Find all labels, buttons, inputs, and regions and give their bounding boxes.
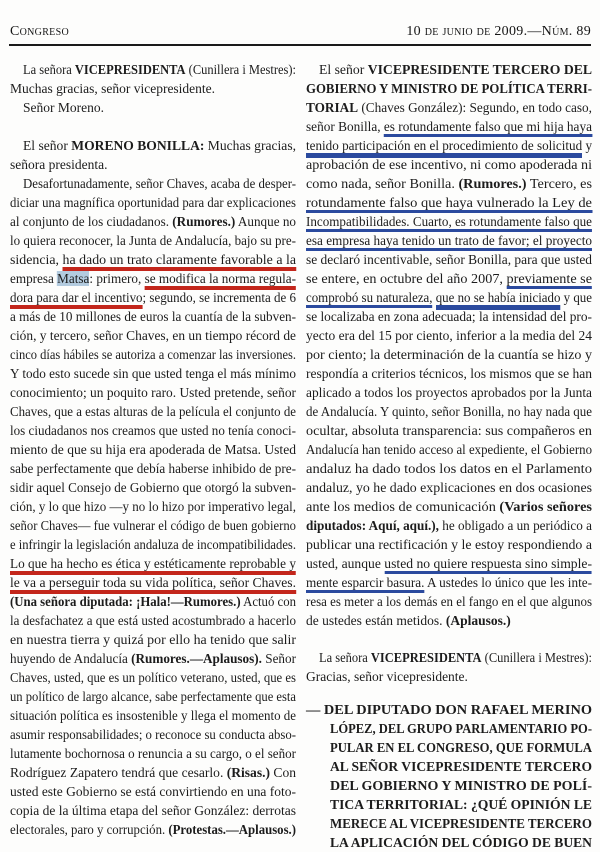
header-rule	[9, 44, 591, 46]
bold-text-run: PULAR EN EL CONGRESO, QUE FORMULA	[330, 740, 592, 755]
blue-underlined-text: esa empresa haya tenido un trato de favor; el proyecto	[306, 233, 592, 251]
text-run: Andalucía han tenido acceso al expediente, el Gobierno	[306, 442, 592, 457]
text-run: La señora	[23, 62, 75, 77]
text-line	[306, 402, 592, 421]
paragraph-gap	[10, 117, 296, 136]
text-run: asumir responsabilidades; o reconoce su conducta abso-	[10, 727, 296, 742]
text-line	[10, 554, 296, 573]
header-congreso: Congreso	[10, 24, 69, 39]
text-run: Y todo esto sucede sin que usted tenga el más mínimo	[10, 366, 296, 381]
text-run: lo quiera reconocer, la Junta de Andalucía, bajo su pre-	[10, 233, 296, 248]
text-run: señor Bonilla,	[306, 119, 384, 134]
text-line	[306, 516, 592, 535]
bold-text-run: VICEPRESIDENTE TERCERO DEL	[367, 62, 592, 77]
paragraph-gap	[306, 630, 592, 648]
text-line	[306, 326, 592, 345]
text-line	[10, 440, 296, 459]
text-line	[306, 231, 592, 250]
text-run: de Andalucía. Y quinto, señor Bonilla, no hay nada que	[306, 404, 592, 419]
text-line	[10, 155, 296, 174]
text-run: al conjunto de los ciudadanos.	[10, 214, 173, 229]
bold-text-run: LÓPEZ, DEL GRUPO PARLAMENTARIO PO-	[330, 721, 592, 736]
text-line	[306, 700, 592, 719]
text-run: la desfachatez a que está usted acostumbrado a hacerlo	[10, 613, 296, 628]
text-run: A ustedes lo único que les inte-	[424, 575, 592, 590]
text-line	[306, 814, 592, 833]
text-line	[10, 60, 296, 79]
text-line	[10, 288, 296, 307]
red-underlined-text: dora para dar el incentivo	[10, 290, 143, 309]
thick-blue-underlined-text: tenido participación en el procedimiento de solicitud	[306, 138, 582, 158]
text-run: y	[582, 138, 592, 153]
text-line	[306, 155, 592, 174]
bold-text-run: TICA TERRITORIAL: ¿QUÉ OPINIÓN LE	[330, 797, 592, 812]
text-run: se entere, en octubre del año 2007,	[306, 271, 507, 286]
text-run: huyendo de Andalucía	[10, 651, 132, 666]
text-line	[306, 611, 592, 630]
text-run: electorales, paro y corrupción.	[10, 822, 169, 837]
text-line	[10, 307, 296, 326]
text-line	[306, 478, 592, 497]
text-run: (Cunillera i Mestres):	[481, 650, 592, 665]
text-line	[306, 776, 592, 795]
text-line	[306, 421, 592, 440]
text-run: se declaró incentivable, señor Bonilla, para que usted	[306, 252, 592, 267]
text-run: El señor	[319, 62, 368, 77]
text-line	[306, 573, 592, 592]
text-line	[10, 402, 296, 421]
text-line	[10, 497, 296, 516]
text-run: ante los medios de comunicación	[306, 499, 500, 514]
text-run: un político de largo alcance, sabe perfectamente que esta	[10, 689, 296, 704]
text-line	[306, 554, 592, 573]
text-run: por ciento; la determinación de la cuantía se hizo y	[306, 347, 592, 362]
text-line	[10, 782, 296, 801]
right-column	[306, 60, 592, 852]
text-run: miento de que su hija era apoderada de Matsa. Usted	[10, 442, 296, 457]
text-run: Señor	[261, 651, 296, 666]
text-run: empresa	[10, 271, 58, 286]
text-line	[306, 60, 592, 79]
text-run: ocultar, absoluta transparencia: sus compañeros en	[306, 423, 592, 438]
text-run: andaluz ha dado todos los datos en el Parlamento	[306, 461, 592, 476]
text-run: conocimiento; un poquito raro. Usted pretende, señor	[10, 385, 296, 400]
red-underlined-text: se modifica la norma regula-	[145, 271, 296, 290]
text-line	[10, 98, 296, 117]
text-line	[10, 535, 296, 554]
red-underlined-text: Lo que ha hecho es ética y estéticamente reprobable y	[10, 556, 296, 575]
text-run: los ciudadanos nos creamos que usted no tenía conoci-	[10, 423, 296, 438]
text-line	[10, 573, 296, 592]
blue-underlined-text: mente esparcir basura.	[306, 575, 424, 593]
blue-underlined-text: es rotundamente falso que mi hija haya	[384, 119, 592, 137]
text-run: Gracias, señor vicepresidente.	[306, 669, 468, 684]
text-line	[306, 719, 592, 738]
bold-text-run: (Varios señores	[499, 499, 592, 514]
text-line	[306, 648, 592, 667]
text-run: (Cunillera i Mestres):	[185, 62, 296, 77]
text-line	[306, 174, 592, 193]
text-line	[306, 307, 592, 326]
text-run: Chaves, usted, que es un político veterano, usted, que es	[10, 670, 296, 685]
text-line	[306, 117, 592, 136]
bold-text-run: AL SEÑOR VICEPRESIDENTE TERCERO	[330, 759, 592, 774]
text-line	[10, 763, 296, 782]
text-line	[10, 459, 296, 478]
text-line	[10, 801, 296, 820]
text-line	[10, 174, 296, 193]
thick-blue-underlined-text: que no se había iniciado	[436, 290, 561, 310]
text-run: se localizaba en zona adecuada; la intensidad del pro-	[306, 309, 592, 324]
text-line	[10, 326, 296, 345]
text-run: usted este Gobierno se está convirtiendo en una foto-	[10, 784, 296, 799]
blue-underlined-text: comprobó su naturaleza,	[306, 290, 433, 308]
text-run: sabe perfectamente que debía haberse inhibido de pre-	[10, 461, 296, 476]
text-run: e infringir la legislación andaluza de incompatibilidades.	[10, 537, 296, 552]
text-line	[306, 364, 592, 383]
text-line	[10, 649, 296, 668]
text-run: he obligado a un periódico a	[438, 518, 592, 533]
text-line	[10, 79, 296, 98]
text-line	[306, 212, 592, 231]
bold-text-run: (Una señora diputada: ¡Hala!—Rumores.)	[10, 594, 241, 609]
text-run: Actuó con	[240, 594, 296, 609]
text-run: publicar una rectificación y le estoy respondiendo a	[306, 537, 592, 552]
text-line	[10, 630, 296, 649]
text-line	[306, 383, 592, 402]
bold-text-run: (Rumores.)	[172, 214, 236, 229]
selection-highlight: Matsa	[57, 271, 90, 286]
text-run: de ustedes están metidos.	[306, 613, 446, 628]
text-run: El señor	[23, 138, 72, 153]
text-run: como nada, señor Bonilla.	[306, 176, 459, 191]
text-line	[10, 364, 296, 383]
text-line	[10, 668, 296, 687]
text-line	[306, 497, 592, 516]
red-underlined-text: le va a perseguir toda su vida política, señor Chaves.	[10, 575, 296, 594]
blue-underlined-text: Incompatibilidades. Cuarto, es rotundamente falso que	[306, 214, 592, 232]
text-run: Señor Moreno.	[23, 100, 104, 115]
text-run: lutamente bochornosa o renuncia a su cargo, o el señor	[10, 746, 296, 761]
text-line	[10, 212, 296, 231]
text-line	[10, 136, 296, 155]
bold-text-run: LA APLICACIÓN DEL CÓDIGO DE BUEN	[330, 835, 592, 850]
bold-text-run: diputados: Aquí, aquí.),	[306, 518, 439, 533]
text-line	[306, 193, 592, 212]
text-run: andaluz, yo he dado explicaciones en dos ocasiones	[306, 480, 592, 495]
text-line	[306, 757, 592, 776]
text-run: Tercero, es	[526, 176, 592, 191]
text-run: aplicado a todos los proyectos aprobados por la Junta	[306, 385, 592, 400]
text-run: Desafortunadamente, señor Chaves, acaba de desper-	[23, 176, 296, 191]
text-run: Rodríguez Zapatero tendrá que cesarlo.	[10, 765, 227, 780]
text-run: yecto era del 15 por ciento, inferior a la media del 24	[306, 328, 592, 343]
text-run: ción, y tercero, señor Chaves, en un tiempo récord de	[10, 328, 296, 343]
bold-text-run: (Protestas.—Aplausos.)	[168, 822, 296, 837]
text-line	[306, 592, 592, 611]
text-line	[10, 421, 296, 440]
text-line	[306, 345, 592, 364]
text-run: diciar una magnífica oportunidad para dar explicaciones	[10, 195, 296, 210]
text-run: Aunque no	[235, 214, 296, 229]
text-line	[306, 288, 592, 307]
bold-text-run: VICEPRESIDENTA	[74, 62, 186, 77]
text-line	[10, 231, 296, 250]
text-line	[10, 269, 296, 288]
text-run: a más de 10 millones de euros la cuantía de la subven-	[10, 309, 296, 324]
text-run: : primero,	[89, 271, 145, 286]
text-line	[306, 535, 592, 554]
text-run: cinco días hábiles se autoriza a comenzar las inversiones.	[10, 347, 296, 362]
text-run: y que	[560, 290, 592, 305]
text-run: respondía a criterios técnicos, los mismos que se han	[306, 366, 592, 381]
text-line	[306, 795, 592, 814]
text-line	[10, 478, 296, 497]
text-run: La señora	[319, 650, 371, 665]
text-run: situación política es insostenible y llega el momento de	[10, 708, 296, 723]
left-column	[10, 60, 296, 839]
text-line	[306, 250, 592, 269]
text-run: Muchas gracias, señor vicepresidente.	[10, 81, 216, 96]
text-line	[10, 516, 296, 535]
text-run: usted, aunque	[306, 556, 385, 571]
text-line	[10, 820, 296, 839]
text-line	[306, 269, 592, 288]
text-run: Muchas gracias,	[204, 138, 296, 153]
bold-text-run: (Rumores.)	[458, 176, 527, 191]
text-line	[306, 98, 592, 117]
bold-text-run: TORIAL	[306, 100, 359, 115]
bold-text-run: MORENO BONILLA:	[71, 138, 205, 153]
text-line	[10, 706, 296, 725]
bold-text-run: (Risas.)	[226, 765, 271, 780]
text-run: sidir aquel Consejo de Gobierno que otorgó la subven-	[10, 480, 296, 495]
bold-text-run: GOBIERNO Y MINISTRO DE POLÍTICA TERRI-	[306, 81, 592, 96]
text-run: Con	[270, 765, 296, 780]
header-date-number: 10 de junio de 2009.—Núm. 89	[406, 24, 591, 39]
text-run: señor Chaves— fue vulnerar el código de buen gobierno	[10, 518, 296, 533]
text-run: copia de la última etapa del señor González: derrotas	[10, 803, 296, 818]
text-line	[306, 459, 592, 478]
text-line	[306, 136, 592, 155]
text-run: resa es meter a los demás en el fango en el que algunos	[306, 594, 592, 609]
text-line	[10, 725, 296, 744]
text-line	[306, 79, 592, 98]
red-underlined-text: ha dado un trato claramente favorable a la	[62, 252, 296, 271]
text-line	[10, 744, 296, 763]
bold-text-run: (Aplausos.)	[445, 613, 511, 628]
text-run: aprobación de ese incentivo, ni como apoderada ni	[306, 157, 592, 172]
paragraph-gap	[306, 686, 592, 700]
text-line	[10, 250, 296, 269]
text-run: ción, y lo que hizo —y no lo hizo por imperativo legal,	[10, 499, 296, 514]
text-line	[10, 345, 296, 364]
text-run: señora presidenta.	[10, 157, 108, 172]
text-line	[306, 833, 592, 852]
text-line	[306, 440, 592, 459]
text-run: (Chaves González): Segundo, en todo caso,	[358, 100, 592, 115]
bold-text-run: (Rumores.—Aplausos).	[131, 651, 262, 666]
bold-text-run: DEL GOBIERNO Y MINISTRO DE POLÍ-	[330, 778, 592, 793]
text-line	[10, 193, 296, 212]
blue-underlined-text: usted no quiere respuesta sino simple-	[384, 556, 592, 574]
text-line	[306, 667, 592, 686]
blue-underlined-text: previamente se	[507, 271, 592, 289]
text-run: sidencia,	[10, 252, 63, 267]
text-line	[306, 738, 592, 757]
text-run: Chaves, que a estas alturas de la película el conjunto de	[10, 404, 296, 419]
text-run: en nuestra tierra y quizá por ello ha tenido que salir	[10, 632, 296, 647]
bold-text-run: VICEPRESIDENTA	[370, 650, 482, 665]
text-line	[10, 687, 296, 706]
bold-text-run: MERECE AL VICEPRESIDENTE TERCERO	[330, 816, 592, 831]
text-line	[10, 592, 296, 611]
text-line	[10, 611, 296, 630]
text-line	[10, 383, 296, 402]
blue-underlined-text: rotundamente falso que haya vulnerado la Ley de	[306, 195, 592, 213]
text-run: ; segundo, se incrementa de 6	[142, 290, 296, 305]
bold-text-run: — DEL DIPUTADO DON RAFAEL MERINO	[306, 702, 592, 717]
